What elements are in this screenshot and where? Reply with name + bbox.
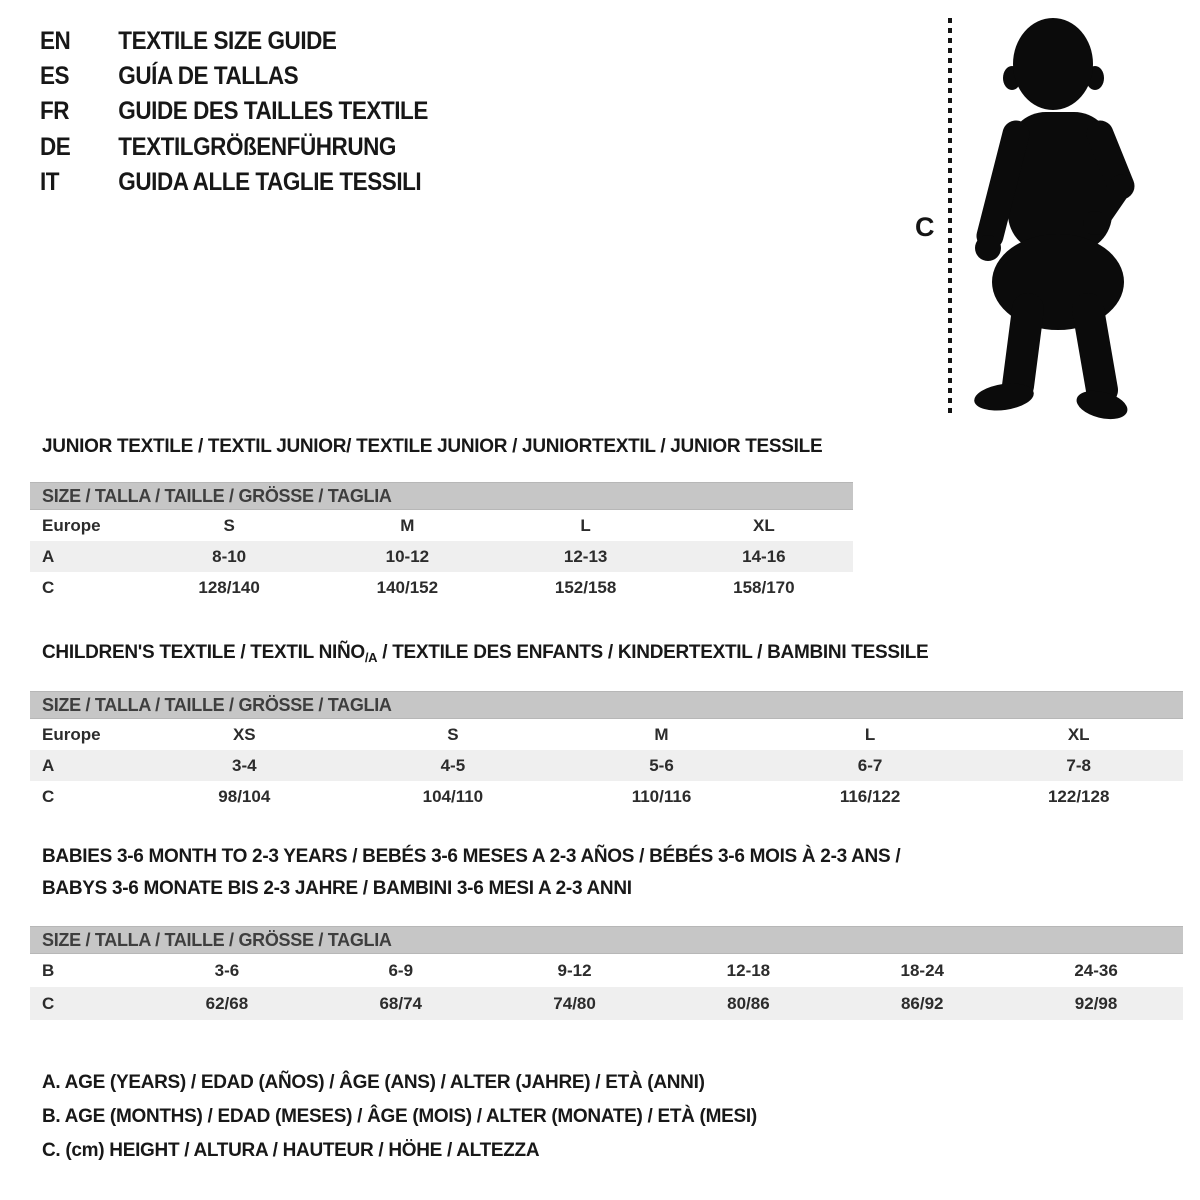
junior-section-heading: JUNIOR TEXTILE / TEXTIL JUNIOR/ TEXTILE JUNIOR / JUNIORTEXTIL / JUNIOR TESSILE (42, 436, 823, 457)
table-cell: 110/116 (631, 786, 692, 806)
table-cell: S (447, 724, 459, 744)
table-row (30, 719, 1183, 750)
table-cell: 152/158 (554, 577, 617, 597)
height-measure-dashed-line (948, 18, 952, 416)
table-cell: 10-12 (385, 546, 430, 566)
table-cell: 24-36 (1074, 960, 1118, 980)
junior-size-header-bar: SIZE / TALLA / TAILLE / GRÖSSE / TAGLIA (30, 482, 853, 510)
guide-title-es: GUÍA DE TALLAS (118, 62, 299, 91)
table-cell: 3-4 (232, 755, 257, 775)
table-row (30, 750, 1183, 781)
table-row (30, 781, 1183, 812)
table-row (30, 572, 853, 603)
language-row-fr (40, 94, 428, 129)
table-cell: M (654, 724, 669, 744)
row-label: B (42, 960, 55, 980)
row-label: Europe (42, 515, 101, 535)
language-code: DE (40, 132, 71, 161)
table-row (30, 510, 853, 541)
table-cell: 158/170 (733, 577, 795, 597)
table-cell: 92/98 (1074, 993, 1118, 1013)
language-code: FR (40, 97, 70, 126)
table-cell: 18-24 (900, 960, 944, 980)
children-section-heading (42, 642, 928, 664)
table-cell: 5-6 (649, 755, 674, 775)
children-heading-subscript: /A (364, 650, 378, 665)
language-row-de (40, 130, 428, 165)
table-row (30, 541, 853, 572)
language-code: IT (40, 167, 60, 196)
height-measure-label: C (915, 212, 935, 242)
babies-section-heading-line2: BABYS 3-6 MONATE BIS 2-3 JAHRE / BAMBINI 3-6 MESI A 2-3 ANNI (42, 878, 632, 899)
table-cell: 80/86 (727, 993, 770, 1013)
children-size-table (30, 691, 1183, 812)
table-cell: 98/104 (218, 786, 271, 806)
table-cell: 12-18 (726, 960, 771, 980)
row-label: C (42, 577, 55, 597)
children-size-header-bar: SIZE / TALLA / TAILLE / GRÖSSE / TAGLIA (30, 691, 1183, 719)
table-cell: 68/74 (379, 993, 423, 1013)
babies-size-header-bar: SIZE / TALLA / TAILLE / GRÖSSE / TAGLIA (30, 926, 1183, 954)
table-cell: L (864, 724, 876, 744)
table-cell: 86/92 (900, 993, 944, 1013)
junior-size-table (30, 482, 853, 603)
children-heading-text: CHILDREN'S TEXTILE / TEXTIL NIÑO (42, 642, 365, 663)
table-cell: 116/122 (839, 786, 901, 806)
table-cell: XL (753, 515, 775, 535)
language-title-list (40, 24, 428, 200)
table-cell: L (580, 515, 591, 535)
legend-line-b: B. AGE (MONTHS) / EDAD (MESES) / ÂGE (MOIS) / ALTER (MONATE) / ETÀ (MESI) (42, 1106, 757, 1127)
table-cell: 6-9 (388, 960, 414, 980)
table-cell: 14-16 (742, 546, 786, 566)
babies-section-heading-line1: BABIES 3-6 MONTH TO 2-3 YEARS / BEBÉS 3-6 MESES A 2-3 AÑOS / BÉBÉS 3-6 MOIS À 2-3 ANS / (42, 846, 901, 867)
table-cell: XS (232, 724, 256, 744)
table-cell: 104/110 (422, 786, 484, 806)
language-row-it (40, 165, 428, 200)
table-cell: 74/80 (553, 993, 596, 1013)
table-cell: 140/152 (376, 577, 439, 597)
measurement-legend (42, 1066, 757, 1168)
language-code: EN (40, 27, 71, 56)
guide-title-it: GUIDA ALLE TAGLIE TESSILI (118, 167, 422, 196)
legend-line-c: C. (cm) HEIGHT / ALTURA / HAUTEUR / HÖHE / ALTEZZA (42, 1140, 540, 1161)
table-cell: 7-8 (1066, 755, 1091, 775)
guide-title-en: TEXTILE SIZE GUIDE (118, 27, 337, 56)
guide-title-fr: GUIDE DES TAILLES TEXTILE (118, 97, 428, 126)
row-label: A (42, 755, 55, 775)
babies-size-table (30, 926, 1183, 1020)
guide-title-de: TEXTILGRÖßENFÜHRUNG (118, 132, 396, 161)
language-row-en (40, 24, 428, 59)
table-cell: XL (1067, 724, 1090, 744)
toddler-silhouette-icon (966, 14, 1140, 424)
table-cell: 4-5 (440, 755, 466, 775)
table-cell: 8-10 (212, 546, 247, 566)
table-row (30, 954, 1183, 987)
table-cell: M (400, 515, 415, 535)
table-cell: S (223, 515, 235, 535)
row-label: Europe (42, 724, 101, 744)
table-cell: 9-12 (557, 960, 592, 980)
table-cell: 3-6 (214, 960, 240, 980)
table-cell: 122/128 (1047, 786, 1110, 806)
language-row-es (40, 59, 428, 94)
row-label: A (42, 546, 55, 566)
table-cell: 6-7 (857, 755, 883, 775)
table-cell: 128/140 (198, 577, 260, 597)
table-row (30, 987, 1183, 1020)
row-label: C (42, 993, 55, 1013)
children-heading-text: / TEXTILE DES ENFANTS / KINDERTEXTIL / BAMBINI TESSILE (377, 642, 929, 663)
language-code: ES (40, 62, 70, 91)
table-cell: 62/68 (205, 993, 249, 1013)
row-label: C (42, 786, 55, 806)
legend-line-a: A. AGE (YEARS) / EDAD (AÑOS) / ÂGE (ANS) / ALTER (JAHRE) / ETÀ (ANNI) (42, 1072, 705, 1093)
table-cell: 12-13 (563, 546, 608, 566)
